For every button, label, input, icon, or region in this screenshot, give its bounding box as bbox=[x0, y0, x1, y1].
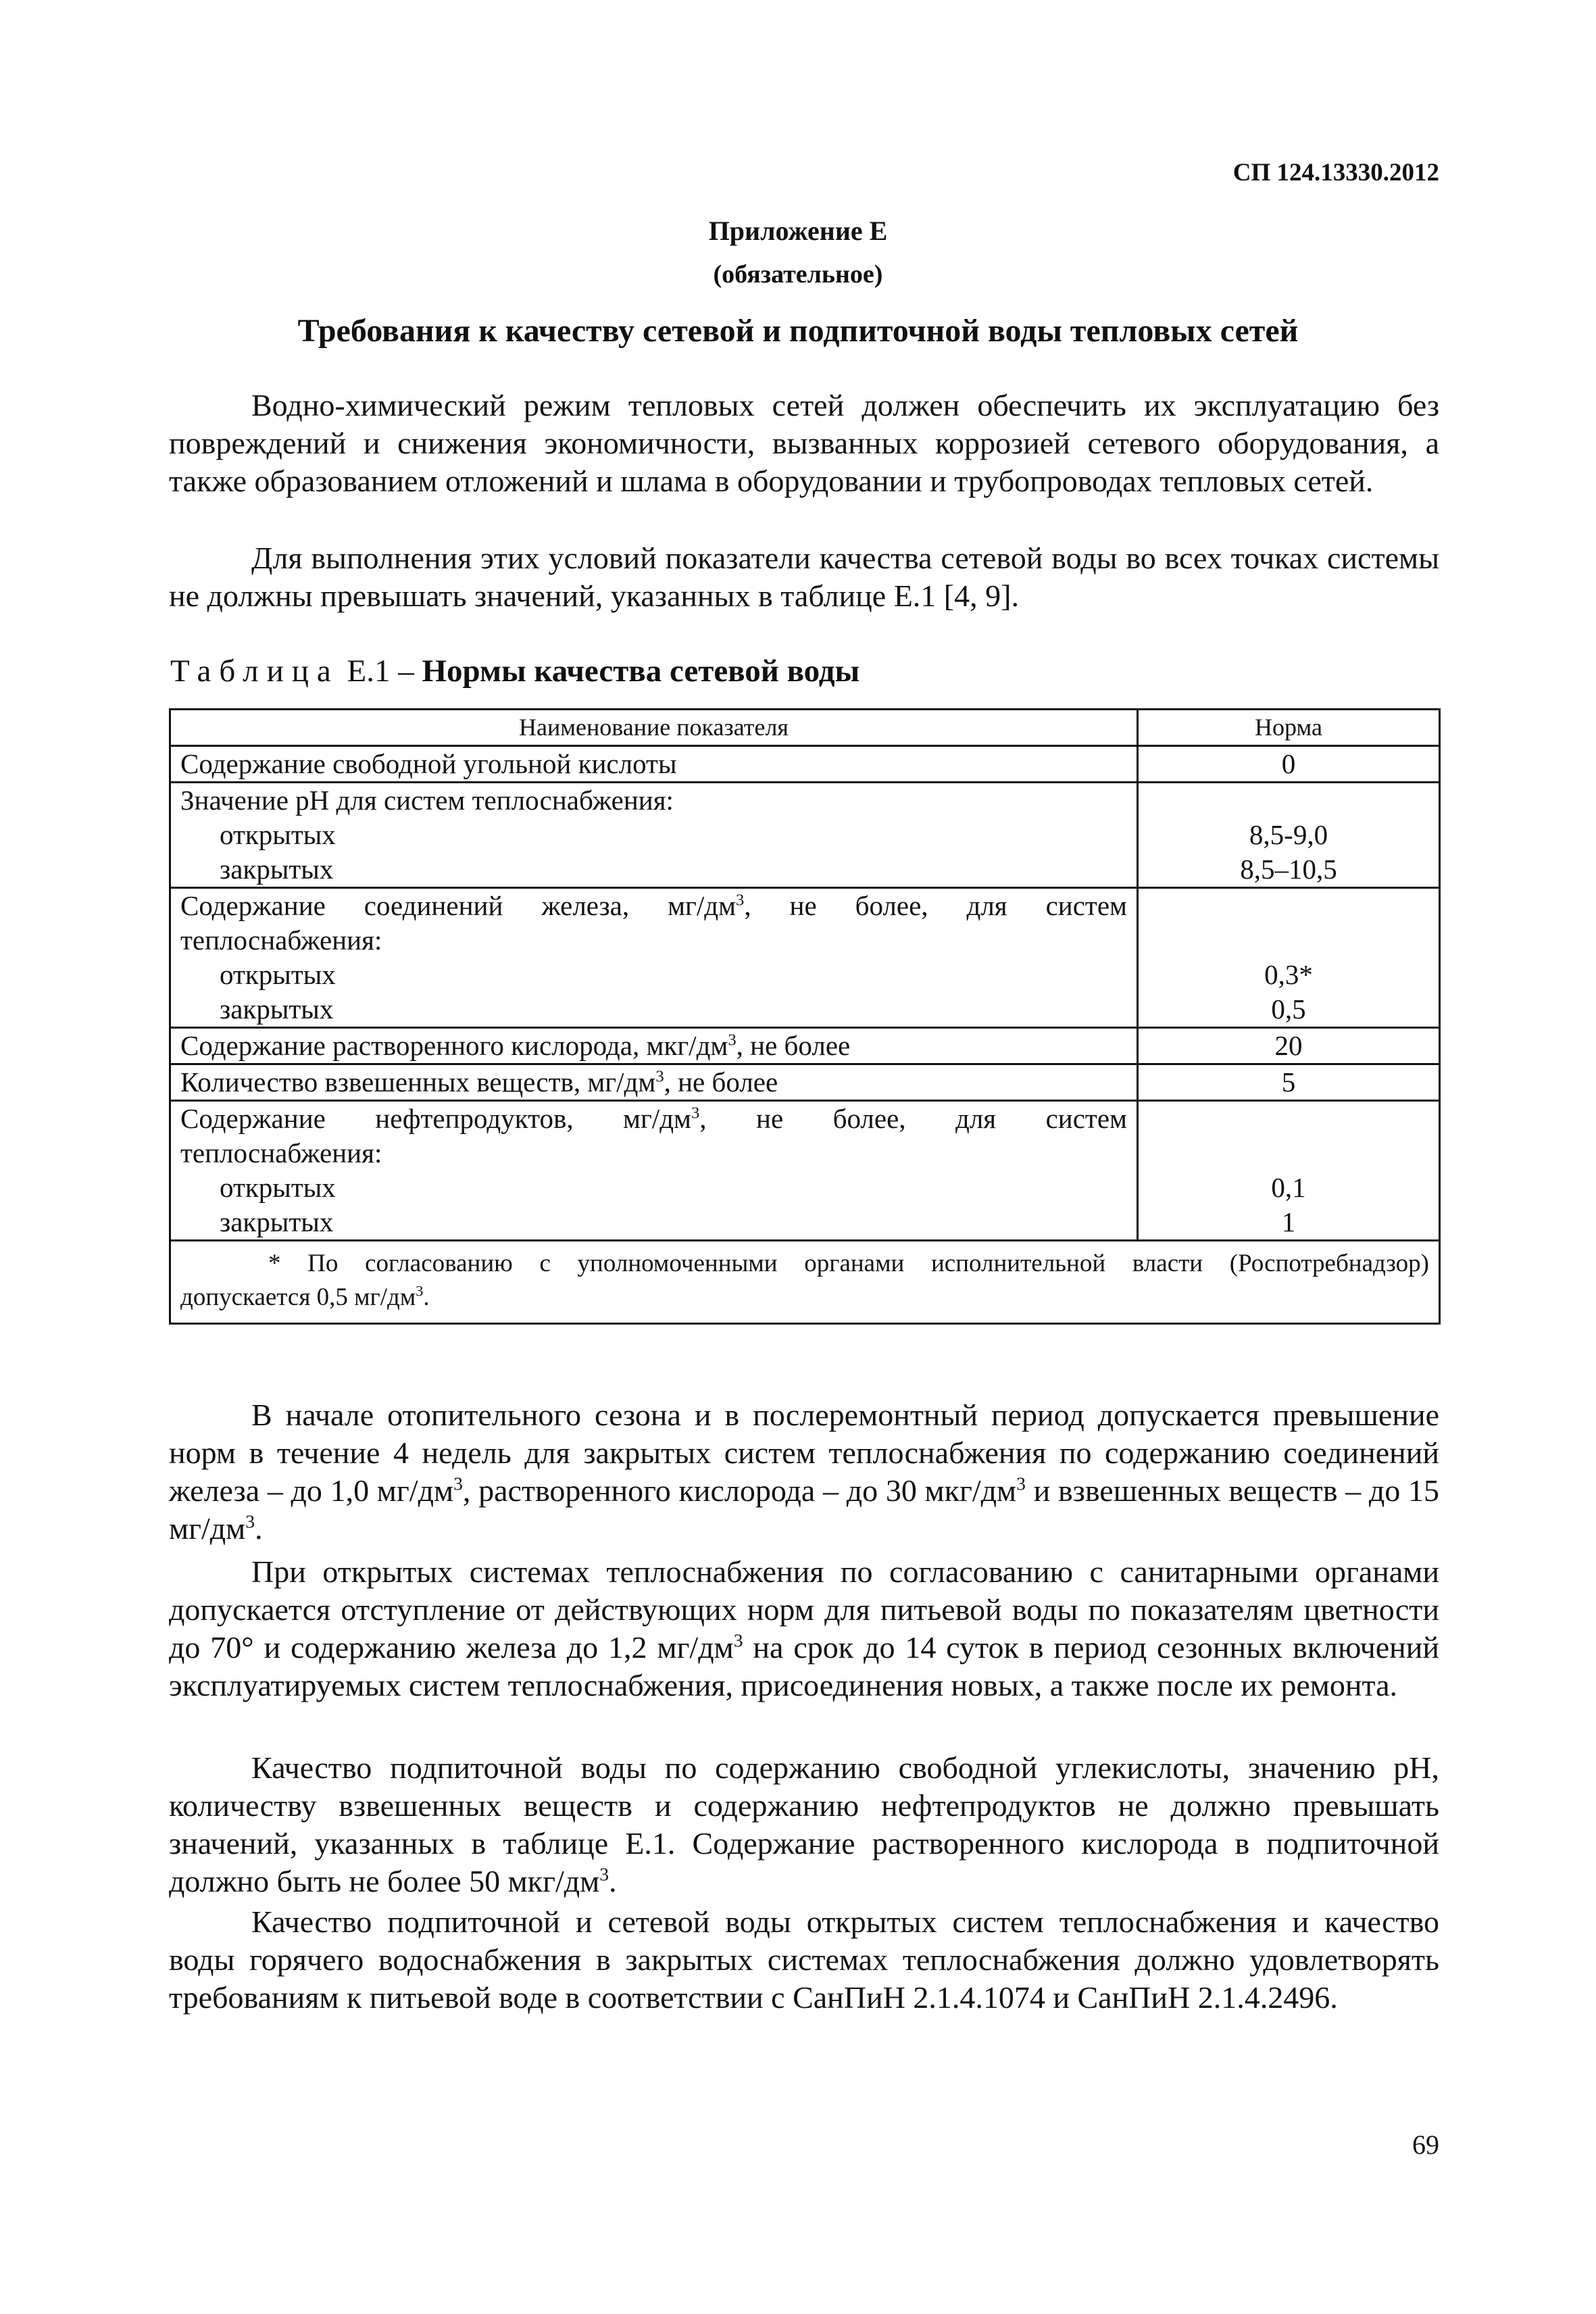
row-name-suspended: Количество взвешенных веществ, $мг/дм^3$, не более bbox=[170, 1064, 1138, 1101]
table-footnote: * По согласованию с уполномоченными органами исполнительной власти (Роспотребнадзор) допускается 0,5 $мг/дм^3$. bbox=[170, 1241, 1440, 1324]
column-header-norm: Норма bbox=[1138, 710, 1440, 746]
oil-label: Содержание нефтепродуктов, $мг/дм^3$, не более, для систем bbox=[180, 1103, 1127, 1134]
paragraph-makeup-water: Качество подпиточной воды по содержанию свободной углекислоты, значению рН, количеству взвешенных веществ и содержанию нефтепродуктов не должно превышать значений, указанных в таблице Е.1. Содержание растворенного кислорода в подпиточной должно быть не более 50 мкг/$дм^3$. bbox=[169, 1750, 1439, 1898]
table-row bbox=[170, 1028, 1440, 1064]
ph-closed-label: закрытых bbox=[220, 854, 334, 885]
table-row bbox=[170, 1064, 1440, 1101]
oil-closed-value: 1 bbox=[1281, 1206, 1296, 1237]
ph-label: Значение рН для систем теплоснабжения: bbox=[180, 785, 674, 816]
column-header-name: Наименование показателя bbox=[170, 710, 1138, 746]
table-caption bbox=[170, 653, 859, 689]
row-value-ph bbox=[1138, 783, 1440, 888]
row-value-co2: 0 bbox=[1138, 746, 1440, 783]
row-name-oil bbox=[170, 1101, 1138, 1241]
row-value-suspended: 5 bbox=[1138, 1064, 1440, 1101]
paragraph-heating-season: В начале отопительного сезона и в послеремонтный период допускается превышение норм в течение 4 недель для закрытых систем теплоснабжения по содержанию соединений железа – до 1,0 $мг/дм^3$, растворенного кислорода – до 30 мкг/$дм^3$ и взвешенных веществ – до 15 $мг/дм^3$. bbox=[169, 1398, 1439, 1546]
paragraph-drinking-water: Качество подпиточной и сетевой воды открытых систем теплоснабжения и качество воды горячего водоснабжения в закрытых системах теплоснабжения должно удовлетворять требованиям к питьевой воде в соответствии с СанПиН 2.1.4.1074 и СанПиН 2.1.4.2496. bbox=[169, 1904, 1439, 2015]
ph-open-value: 8,5-9,0 bbox=[1249, 819, 1328, 850]
oil-closed-label: закрытых bbox=[220, 1206, 334, 1237]
row-name-iron bbox=[170, 888, 1138, 1028]
table-note-row bbox=[170, 1241, 1440, 1324]
iron-label: Содержание соединений железа, $мг/дм^3$, не более, для систем bbox=[180, 890, 1127, 921]
row-name-oxygen: Содержание растворенного кислорода, мкг/$дм^3$, не более bbox=[170, 1028, 1138, 1064]
oil-open-label: открытых bbox=[220, 1172, 336, 1203]
table-row bbox=[170, 783, 1440, 888]
table-caption-number: Е.1 – bbox=[347, 654, 414, 689]
annex-title: Приложение Е bbox=[708, 216, 888, 246]
paragraph-conditions: Для выполнения этих условий показатели качества сетевой воды во всех точках системы не должны превышать значений, указанных в таблице Е.1 [4, 9]. bbox=[169, 541, 1439, 613]
row-name-co2: Содержание свободной угольной кислоты bbox=[170, 746, 1138, 783]
table-row bbox=[170, 888, 1440, 1028]
iron-label-cont: теплоснабжения: bbox=[180, 925, 382, 956]
ph-open-label: открытых bbox=[220, 819, 336, 850]
oil-label-cont: теплоснабжения: bbox=[180, 1137, 382, 1168]
row-value-iron bbox=[1138, 888, 1440, 1028]
section-heading: Требования к качеству сетевой и подпиточной воды тепловых сетей bbox=[297, 313, 1299, 349]
water-quality-table bbox=[169, 708, 1441, 1325]
row-name-ph bbox=[170, 783, 1138, 888]
iron-closed-label: закрытых bbox=[220, 993, 334, 1025]
table-caption-prefix: Таблица bbox=[170, 654, 339, 689]
row-value-oxygen: 20 bbox=[1138, 1028, 1440, 1064]
iron-open-label: открытых bbox=[220, 959, 336, 990]
table-caption-title: Нормы качества сетевой воды bbox=[422, 654, 860, 689]
row-value-oil bbox=[1138, 1101, 1440, 1241]
table-header-row bbox=[170, 710, 1440, 746]
paragraph-open-systems: При открытых системах теплоснабжения по согласованию с санитарными органами допускается отступление от действующих норм для питьевой воды по показателям цветности до 70° и содержанию железа до 1,2 $мг/дм^3$ на срок до 14 суток в период сезонных включений эксплуатируемых систем теплоснабжения, присоединения новых, а также после их ремонта. bbox=[169, 1554, 1439, 1702]
ph-closed-value: 8,5–10,5 bbox=[1240, 854, 1337, 885]
iron-closed-value: 0,5 bbox=[1271, 993, 1306, 1025]
table-row bbox=[170, 746, 1440, 783]
document-code: СП 124.13330.2012 bbox=[1232, 159, 1439, 187]
iron-open-value: 0,3* bbox=[1264, 959, 1313, 990]
page-number: 69 bbox=[1412, 2130, 1439, 2160]
oil-open-value: 0,1 bbox=[1271, 1172, 1306, 1203]
annex-status: (обязательное) bbox=[713, 260, 883, 289]
paragraph-intro: Водно-химический режим тепловых сетей должен обеспечить их эксплуатацию без повреждений и снижения экономичности, вызванных коррозией сетевого оборудования, а также образованием отложений и шлама в оборудовании и трубопроводах тепловых сетей. bbox=[169, 388, 1439, 498]
table-row bbox=[170, 1101, 1440, 1241]
